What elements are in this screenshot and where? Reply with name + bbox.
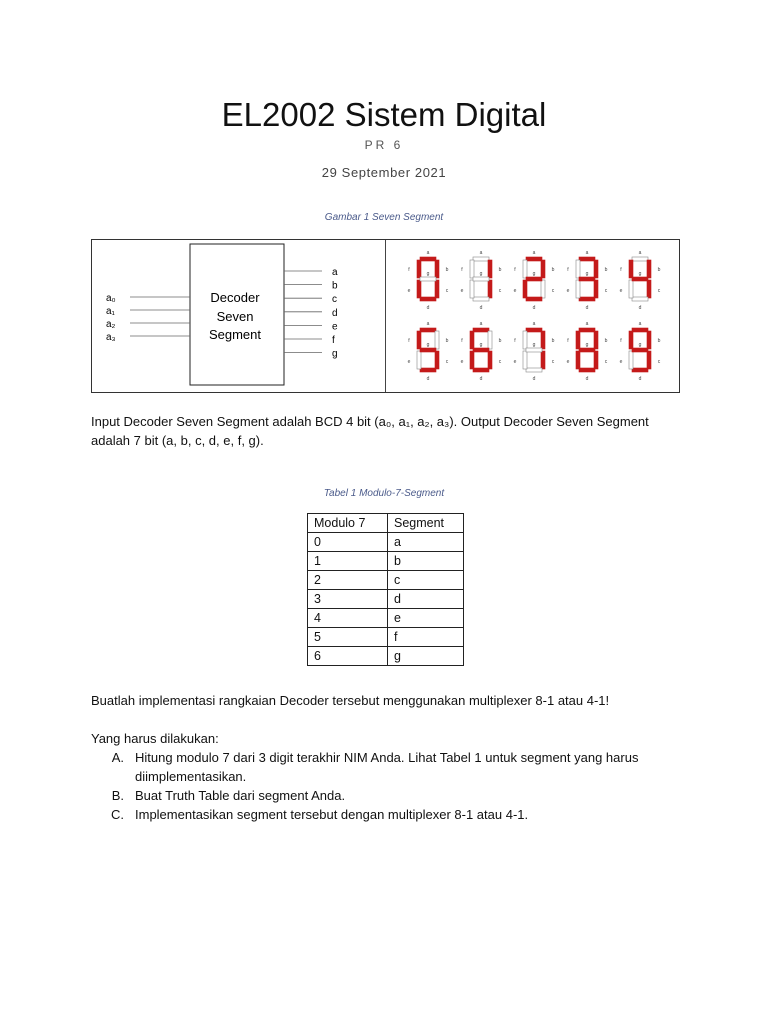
segment-g bbox=[632, 277, 648, 281]
segment-letter: e bbox=[566, 359, 570, 365]
segment-letter: g bbox=[426, 342, 430, 348]
segment-e bbox=[417, 280, 421, 298]
segment-letter: d bbox=[638, 305, 642, 311]
cell-segment: d bbox=[388, 590, 464, 609]
output-label: a bbox=[332, 267, 338, 278]
segment-letter: b bbox=[657, 267, 661, 273]
segment-d bbox=[473, 297, 489, 301]
segment-letter: c bbox=[498, 288, 502, 294]
segment-letter: d bbox=[479, 305, 483, 311]
segment-letter: g bbox=[532, 342, 536, 348]
segment-f bbox=[417, 260, 421, 278]
segment-letter: f bbox=[620, 267, 622, 273]
segment-e bbox=[470, 280, 474, 298]
cell-segment: f bbox=[388, 628, 464, 647]
segment-b bbox=[594, 331, 598, 349]
segment-letter: c bbox=[604, 288, 608, 294]
segment-letter: e bbox=[407, 359, 411, 365]
segment-letter: e bbox=[460, 359, 464, 365]
segment-f bbox=[576, 260, 580, 278]
segment-letter: e bbox=[460, 288, 464, 294]
seven-segment-digit bbox=[408, 250, 449, 311]
cell-segment: g bbox=[388, 647, 464, 666]
segment-letter: b bbox=[551, 267, 555, 273]
seven-segment-digit bbox=[620, 321, 661, 382]
segment-b bbox=[435, 331, 439, 349]
segment-a bbox=[473, 257, 489, 261]
segment-letter: g bbox=[638, 271, 642, 277]
segment-letter: c bbox=[551, 359, 555, 365]
segment-letter: b bbox=[498, 338, 502, 344]
task-heading: Yang harus dilakukan: bbox=[91, 731, 219, 746]
segment-b bbox=[488, 260, 492, 278]
segment-letter: e bbox=[407, 288, 411, 294]
subtitle: PR 6 bbox=[364, 138, 404, 152]
segment-e bbox=[523, 280, 527, 298]
list-item bbox=[91, 805, 711, 824]
cell-modulo: 6 bbox=[308, 647, 388, 666]
list-text: Buat Truth Table dari segment Anda. bbox=[135, 788, 346, 803]
segment-c bbox=[435, 280, 439, 298]
cell-segment: e bbox=[388, 609, 464, 628]
seven-segment-digit bbox=[620, 250, 661, 311]
list-text: Implementasikan segment tersebut dengan multiplexer 8-1 atau 4-1. bbox=[135, 807, 529, 822]
segment-letter: a bbox=[638, 321, 642, 327]
figure-caption: Gambar 1 Seven Segment bbox=[324, 212, 444, 223]
seven-segment-digit bbox=[461, 250, 502, 311]
segment-d bbox=[420, 297, 436, 301]
segment-letter: f bbox=[514, 338, 516, 344]
input-label: a₂ bbox=[106, 319, 116, 330]
segment-g bbox=[526, 348, 542, 352]
segment-letter: a bbox=[532, 321, 536, 327]
cell-modulo: 1 bbox=[308, 552, 388, 571]
output-label: b bbox=[332, 280, 338, 292]
segment-a bbox=[420, 328, 436, 332]
segment-letter: e bbox=[513, 288, 517, 294]
segment-f bbox=[417, 331, 421, 349]
input-label: a₁ bbox=[106, 306, 115, 317]
segment-letter: g bbox=[426, 271, 430, 277]
cell-modulo: 0 bbox=[308, 533, 388, 552]
task-list bbox=[91, 731, 711, 824]
cell-modulo: 5 bbox=[308, 628, 388, 647]
table-row bbox=[308, 552, 464, 571]
segment-d bbox=[473, 368, 489, 372]
segment-g bbox=[473, 348, 489, 352]
segment-g bbox=[473, 277, 489, 281]
segment-b bbox=[647, 331, 651, 349]
segment-g bbox=[632, 348, 648, 352]
segment-c bbox=[594, 280, 598, 298]
page-title: EL2002 Sistem Digital bbox=[221, 96, 547, 133]
task-statement: Buatlah implementasi rangkaian Decoder tersebut menggunakan multiplexer 8-1 atau 4-1! bbox=[91, 693, 610, 708]
segment-letter: g bbox=[585, 342, 589, 348]
segment-g bbox=[420, 348, 436, 352]
segment-d bbox=[632, 368, 648, 372]
segment-b bbox=[541, 331, 545, 349]
segment-letter: a bbox=[585, 250, 589, 256]
seven-segment-digit bbox=[567, 250, 608, 311]
segment-letter: b bbox=[445, 267, 449, 273]
cell-modulo: 3 bbox=[308, 590, 388, 609]
header-modulo: Modulo 7 bbox=[308, 514, 388, 533]
table-row bbox=[308, 571, 464, 590]
modulo-table bbox=[307, 513, 464, 666]
segment-letter: d bbox=[426, 305, 430, 311]
segment-a bbox=[526, 257, 542, 261]
segment-e bbox=[576, 280, 580, 298]
segment-letter: d bbox=[638, 376, 642, 382]
segment-letter: c bbox=[498, 359, 502, 365]
seven-segment-digit bbox=[408, 321, 449, 382]
segment-b bbox=[435, 260, 439, 278]
segment-b bbox=[594, 260, 598, 278]
list-marker: A. bbox=[111, 750, 124, 765]
segment-d bbox=[579, 368, 595, 372]
segment-letter: c bbox=[657, 359, 661, 365]
segment-letter: a bbox=[638, 250, 642, 256]
segment-letter: f bbox=[408, 267, 410, 273]
segment-letter: c bbox=[551, 288, 555, 294]
table-row bbox=[308, 609, 464, 628]
table-row bbox=[308, 628, 464, 647]
segment-letter: g bbox=[585, 271, 589, 277]
segment-letter: g bbox=[638, 342, 642, 348]
list-item bbox=[91, 786, 711, 805]
segment-a bbox=[473, 328, 489, 332]
segment-letter: f bbox=[461, 267, 463, 273]
segment-g bbox=[420, 277, 436, 281]
segment-letter: g bbox=[479, 342, 483, 348]
segment-a bbox=[579, 328, 595, 332]
segment-c bbox=[435, 351, 439, 369]
segment-c bbox=[647, 280, 651, 298]
segment-letter: a bbox=[426, 321, 430, 327]
segment-letter: e bbox=[513, 359, 517, 365]
segment-f bbox=[523, 260, 527, 278]
segment-letter: f bbox=[408, 338, 410, 344]
decoder-diagram bbox=[92, 240, 385, 392]
segment-d bbox=[632, 297, 648, 301]
segment-letter: a bbox=[479, 321, 483, 327]
segment-letter: f bbox=[461, 338, 463, 344]
date: 29 September 2021 bbox=[321, 165, 447, 180]
list-marker: B. bbox=[111, 788, 124, 803]
segment-c bbox=[488, 280, 492, 298]
seven-segment-digit bbox=[461, 321, 502, 382]
segment-f bbox=[629, 331, 633, 349]
list-text: Hitung modulo 7 dari 3 digit terakhir NIM Anda. Lihat Tabel 1 untuk segment yang harus bbox=[135, 750, 639, 765]
output-label: d bbox=[332, 307, 338, 319]
segment-letter: f bbox=[567, 267, 569, 273]
seven-segment-digit bbox=[514, 321, 555, 382]
cell-modulo: 2 bbox=[308, 571, 388, 590]
cell-segment: b bbox=[388, 552, 464, 571]
table-row bbox=[308, 590, 464, 609]
table-row bbox=[308, 533, 464, 552]
segment-c bbox=[488, 351, 492, 369]
segment-letter: b bbox=[551, 338, 555, 344]
header-segment: Segment bbox=[388, 514, 464, 533]
seven-segment-digit bbox=[514, 250, 555, 311]
input-label: a₃ bbox=[106, 332, 116, 343]
segment-e bbox=[629, 351, 633, 369]
segment-f bbox=[576, 331, 580, 349]
segment-e bbox=[417, 351, 421, 369]
segment-letter: c bbox=[445, 359, 449, 365]
segment-d bbox=[526, 368, 542, 372]
segment-letter: b bbox=[657, 338, 661, 344]
segment-c bbox=[541, 280, 545, 298]
segment-letter: c bbox=[604, 359, 608, 365]
segment-letter: d bbox=[585, 305, 589, 311]
table-row bbox=[308, 647, 464, 666]
segment-letter: d bbox=[426, 376, 430, 382]
segment-letter: d bbox=[532, 305, 536, 311]
segment-f bbox=[470, 260, 474, 278]
segment-f bbox=[629, 260, 633, 278]
segment-b bbox=[647, 260, 651, 278]
segment-letter: d bbox=[532, 376, 536, 382]
segment-letter: f bbox=[514, 267, 516, 273]
segment-letter: a bbox=[585, 321, 589, 327]
table-header-row bbox=[308, 514, 464, 533]
segment-letter: b bbox=[498, 267, 502, 273]
segment-letter: b bbox=[604, 267, 608, 273]
segment-c bbox=[594, 351, 598, 369]
intro-line-2: adalah 7 bit (a, b, c, d, e, f, g). bbox=[91, 433, 264, 448]
segment-letter: d bbox=[585, 376, 589, 382]
segment-b bbox=[541, 260, 545, 278]
output-label: f bbox=[332, 335, 335, 346]
segment-g bbox=[579, 348, 595, 352]
decoder-label-3: Segment bbox=[208, 327, 262, 342]
cell-segment: a bbox=[388, 533, 464, 552]
segment-letter: e bbox=[619, 359, 623, 365]
list-marker: C. bbox=[111, 807, 124, 822]
segment-d bbox=[579, 297, 595, 301]
segment-e bbox=[523, 351, 527, 369]
segment-letter: a bbox=[426, 250, 430, 256]
segment-letter: b bbox=[445, 338, 449, 344]
segment-a bbox=[420, 257, 436, 261]
segment-letter: e bbox=[619, 288, 623, 294]
cell-modulo: 4 bbox=[308, 609, 388, 628]
segment-letter: e bbox=[566, 288, 570, 294]
output-label: g bbox=[332, 348, 338, 360]
segment-letter: b bbox=[604, 338, 608, 344]
segment-d bbox=[420, 368, 436, 372]
output-label: e bbox=[332, 321, 338, 333]
decoder-label-2: Seven bbox=[216, 309, 254, 324]
segment-letter: a bbox=[532, 250, 536, 256]
segment-c bbox=[647, 351, 651, 369]
segment-f bbox=[470, 331, 474, 349]
segment-e bbox=[629, 280, 633, 298]
decoder-label-1: Decoder bbox=[210, 290, 260, 305]
cell-segment: c bbox=[388, 571, 464, 590]
segment-f bbox=[523, 331, 527, 349]
segment-letter: d bbox=[479, 376, 483, 382]
segment-letter: f bbox=[567, 338, 569, 344]
list-text-cont: diimplementasikan. bbox=[135, 769, 247, 784]
segment-g bbox=[526, 277, 542, 281]
segment-g bbox=[579, 277, 595, 281]
seven-segment-figure bbox=[91, 239, 680, 393]
segment-a bbox=[526, 328, 542, 332]
segment-d bbox=[526, 297, 542, 301]
segment-letter: c bbox=[445, 288, 449, 294]
segment-letter: f bbox=[620, 338, 622, 344]
segment-b bbox=[488, 331, 492, 349]
list-item bbox=[91, 748, 711, 786]
segment-e bbox=[576, 351, 580, 369]
segment-a bbox=[632, 328, 648, 332]
segment-letter: c bbox=[657, 288, 661, 294]
segment-e bbox=[470, 351, 474, 369]
segment-a bbox=[579, 257, 595, 261]
output-label: c bbox=[332, 294, 337, 306]
intro-line-1: Input Decoder Seven Segment adalah BCD 4 bit (a₀, a₁, a₂, a₃). Output Decoder Seven Segment bbox=[91, 414, 649, 429]
segment-c bbox=[541, 351, 545, 369]
seven-segment-digit bbox=[567, 321, 608, 382]
segment-letter: g bbox=[532, 271, 536, 277]
table-caption: Tabel 1 Modulo-7-Segment bbox=[323, 488, 445, 499]
segment-letter: g bbox=[479, 271, 483, 277]
digit-grid bbox=[386, 240, 679, 392]
segment-a bbox=[632, 257, 648, 261]
segment-letter: a bbox=[479, 250, 483, 256]
input-label: a₀ bbox=[106, 293, 116, 304]
